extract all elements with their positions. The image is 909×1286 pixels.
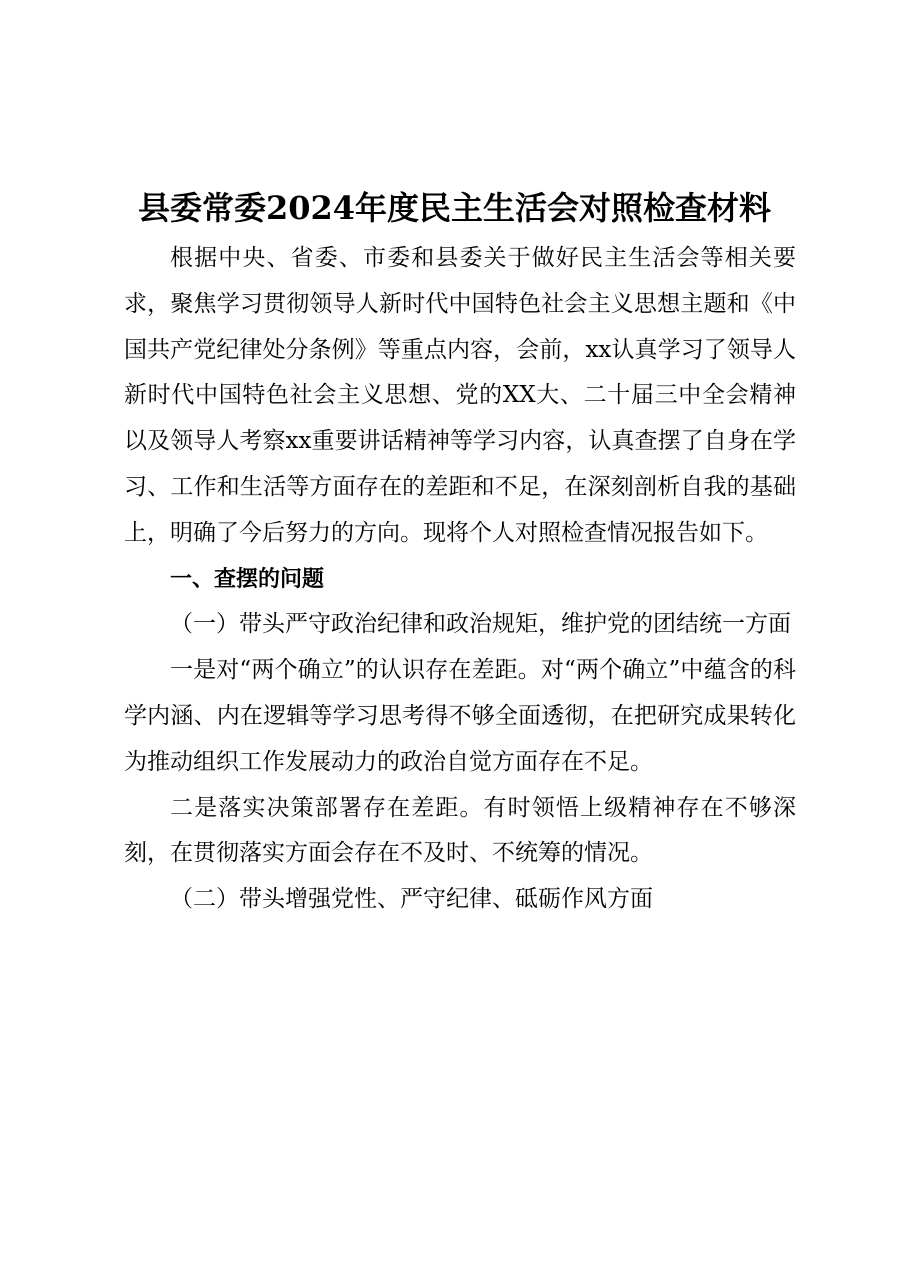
document-body (124, 236, 796, 923)
document-title: 县委常委2024年度民主生活会对照检查材料 (137, 189, 772, 227)
subsection-heading-political-discipline: （一）带头严守政治纪律和政治规矩，维护党的团结统一方面 (170, 611, 791, 638)
point-paragraph-2: 二是落实决策部署存在差距。有时领悟上级精神存在不够深刻，在贯彻落实方面会存在不及时、不统筹的情况。 (124, 794, 796, 867)
subsection-heading-party-spirit: （二）带头增强党性、严守纪律、砥砺作风方面 (170, 886, 653, 913)
intro-paragraph: 根据中央、省委、市委和县委关于做好民主生活会等相关要求，聚焦学习贯彻领导人新时代中国特色社会主义思想主题和《中国共产党纪律处分条例》等重点内容，会前，xx认真学习了领导人新时代中国特色社会主义思想、党的XX大、二十届三中全会精神以及领导人考察xx重要讲话精神等学习内容，认真查摆了自身在学习、工作和生活等方面存在的差距和不足，在深刻剖析自我的基础上，明确了今后努力的方向。现将个人对照检查情况报告如下。 (124, 245, 796, 546)
section-heading-problems: 一、查摆的问题 (170, 566, 325, 592)
point-paragraph-1: 一是对“两个确立”的认识存在差距。对“两个确立”中蕴含的科学内涵、内在逻辑等学习思考得不够全面透彻，在把研究成果转化为推动组织工作发展动力的政治自觉方面存在不足。 (124, 657, 796, 775)
